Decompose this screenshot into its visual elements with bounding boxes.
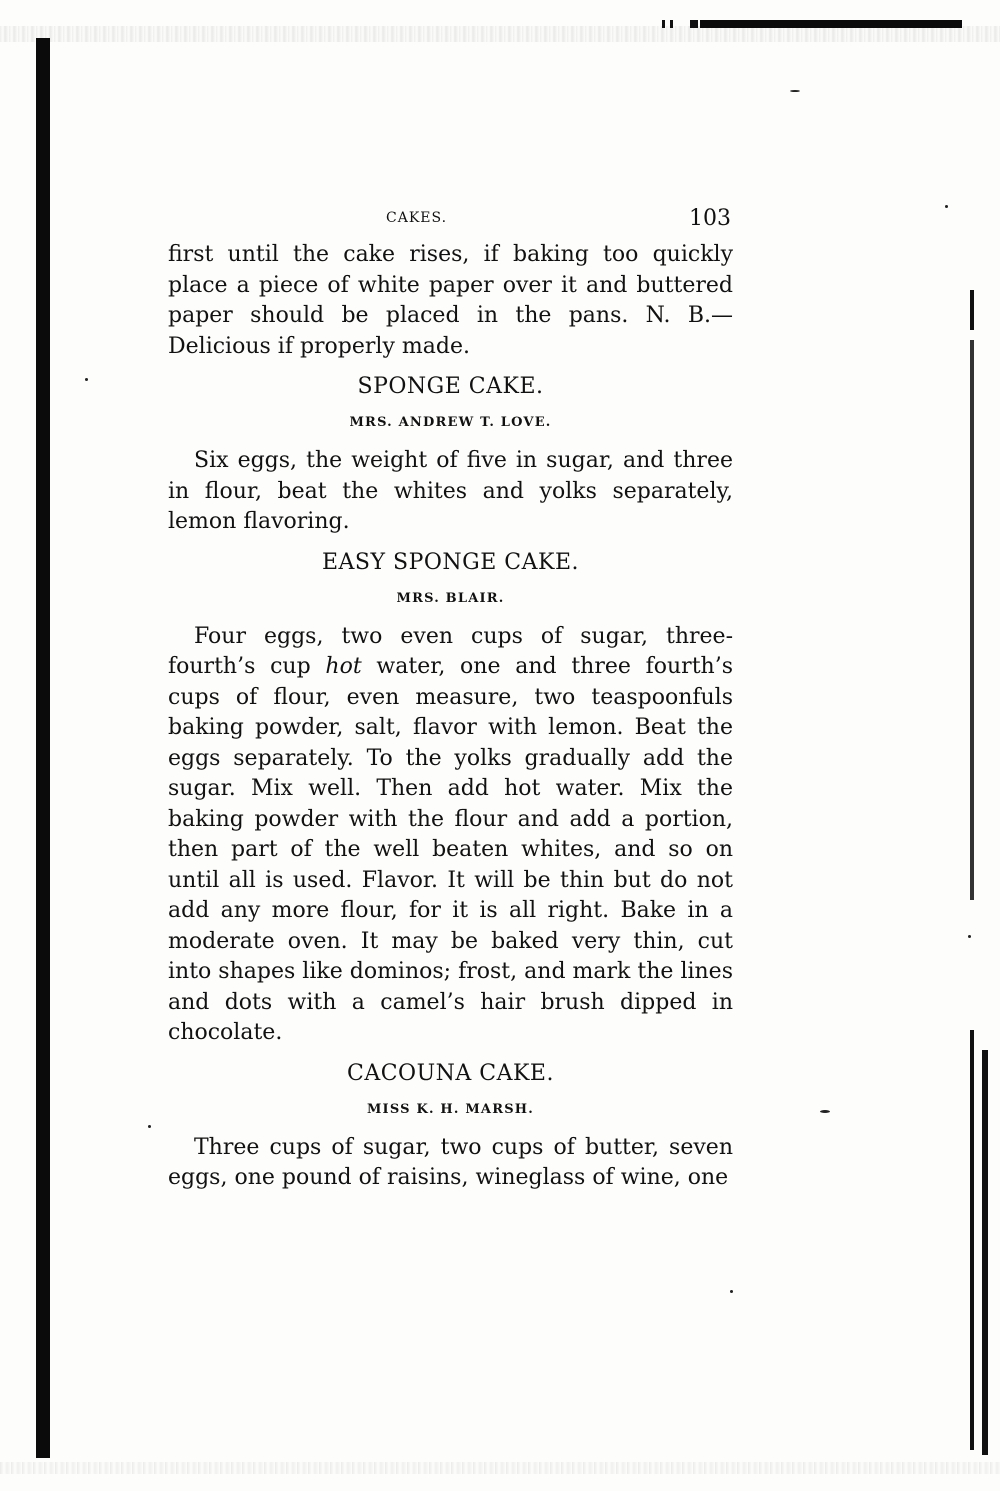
recipe-body: Three cups of sugar, two cups of butter, seven eggs, one pound of raisins, wineglass of wine, one [168, 1134, 733, 1190]
scan-speck [670, 20, 673, 28]
scan-dot [148, 1125, 151, 1128]
scan-dot [968, 935, 971, 938]
recipe-author: MRS. ANDREW T. LOVE. [349, 415, 552, 430]
recipe-title: EASY SPONGE CAKE. [321, 549, 580, 575]
scan-edge-top [700, 20, 962, 28]
recipe-author: MISS K. H. MARSH. [366, 1101, 535, 1117]
recipe-easy-sponge-cake [168, 548, 733, 1049]
binding-shadow-left [36, 38, 50, 1458]
page-number: 103 [689, 206, 731, 231]
recipe-author: MRS. BLAIR. [396, 590, 505, 606]
scan-edge-right [970, 290, 974, 330]
scan-speck [662, 20, 665, 28]
recipe-body [168, 622, 733, 1049]
continued-paragraph: first until the cake rises, if baking too quickly place a piece of white paper over it and buttered paper should be placed in the pans. N. B.—Delicious if properly made. [168, 242, 733, 359]
scan-dot [820, 1110, 830, 1113]
running-title: CAKES. [386, 210, 448, 226]
scan-dot [730, 1290, 733, 1293]
recipe-body-italic: hot [325, 654, 362, 679]
scan-noise-bottom [0, 1462, 1000, 1474]
scan-edge-right [970, 340, 974, 900]
recipe-cacouna-cake [168, 1059, 733, 1194]
recipe-body-part: Four eggs, two even cups of sugar, three-fourth’s cup [168, 623, 733, 679]
scan-speck [690, 20, 698, 28]
recipe-body: Six eggs, the weight of five in sugar, and three in flour, beat the whites and yolks separately, lemon flavoring. [168, 448, 733, 534]
scan-noise-top [0, 26, 1000, 42]
scan-edge-right [982, 1050, 988, 1455]
scan-edge-right [970, 1030, 974, 1450]
recipe-title: CACOUNA CAKE. [347, 1060, 554, 1086]
running-head [168, 200, 733, 240]
recipe-body-part: water, one and three fourth’s cups of flour, even measure, two teaspoonfuls baking powder, salt, flavor with lemon. Beat the eggs separately. To the yolks gradually add the sugar. Mix well. Then add hot water. Mix the baking powder with the flour and add a portion, then part of the well beaten whites, and so on until all is used. Flavor. It will be thin but do not add any more flour, for it is all right. Bake in a moderate oven. It may be baked very thin, cut into shapes like dominos; frost, and mark the lines and dots with a camel’s hair brush dipped in chocolate. [168, 654, 733, 1045]
recipe-title: SPONGE CAKE. [357, 374, 544, 399]
scan-dot [945, 205, 948, 208]
scan-dot [85, 378, 88, 381]
scan-dot [790, 90, 800, 92]
page-text [168, 200, 733, 1194]
recipe-sponge-cake [168, 372, 733, 538]
